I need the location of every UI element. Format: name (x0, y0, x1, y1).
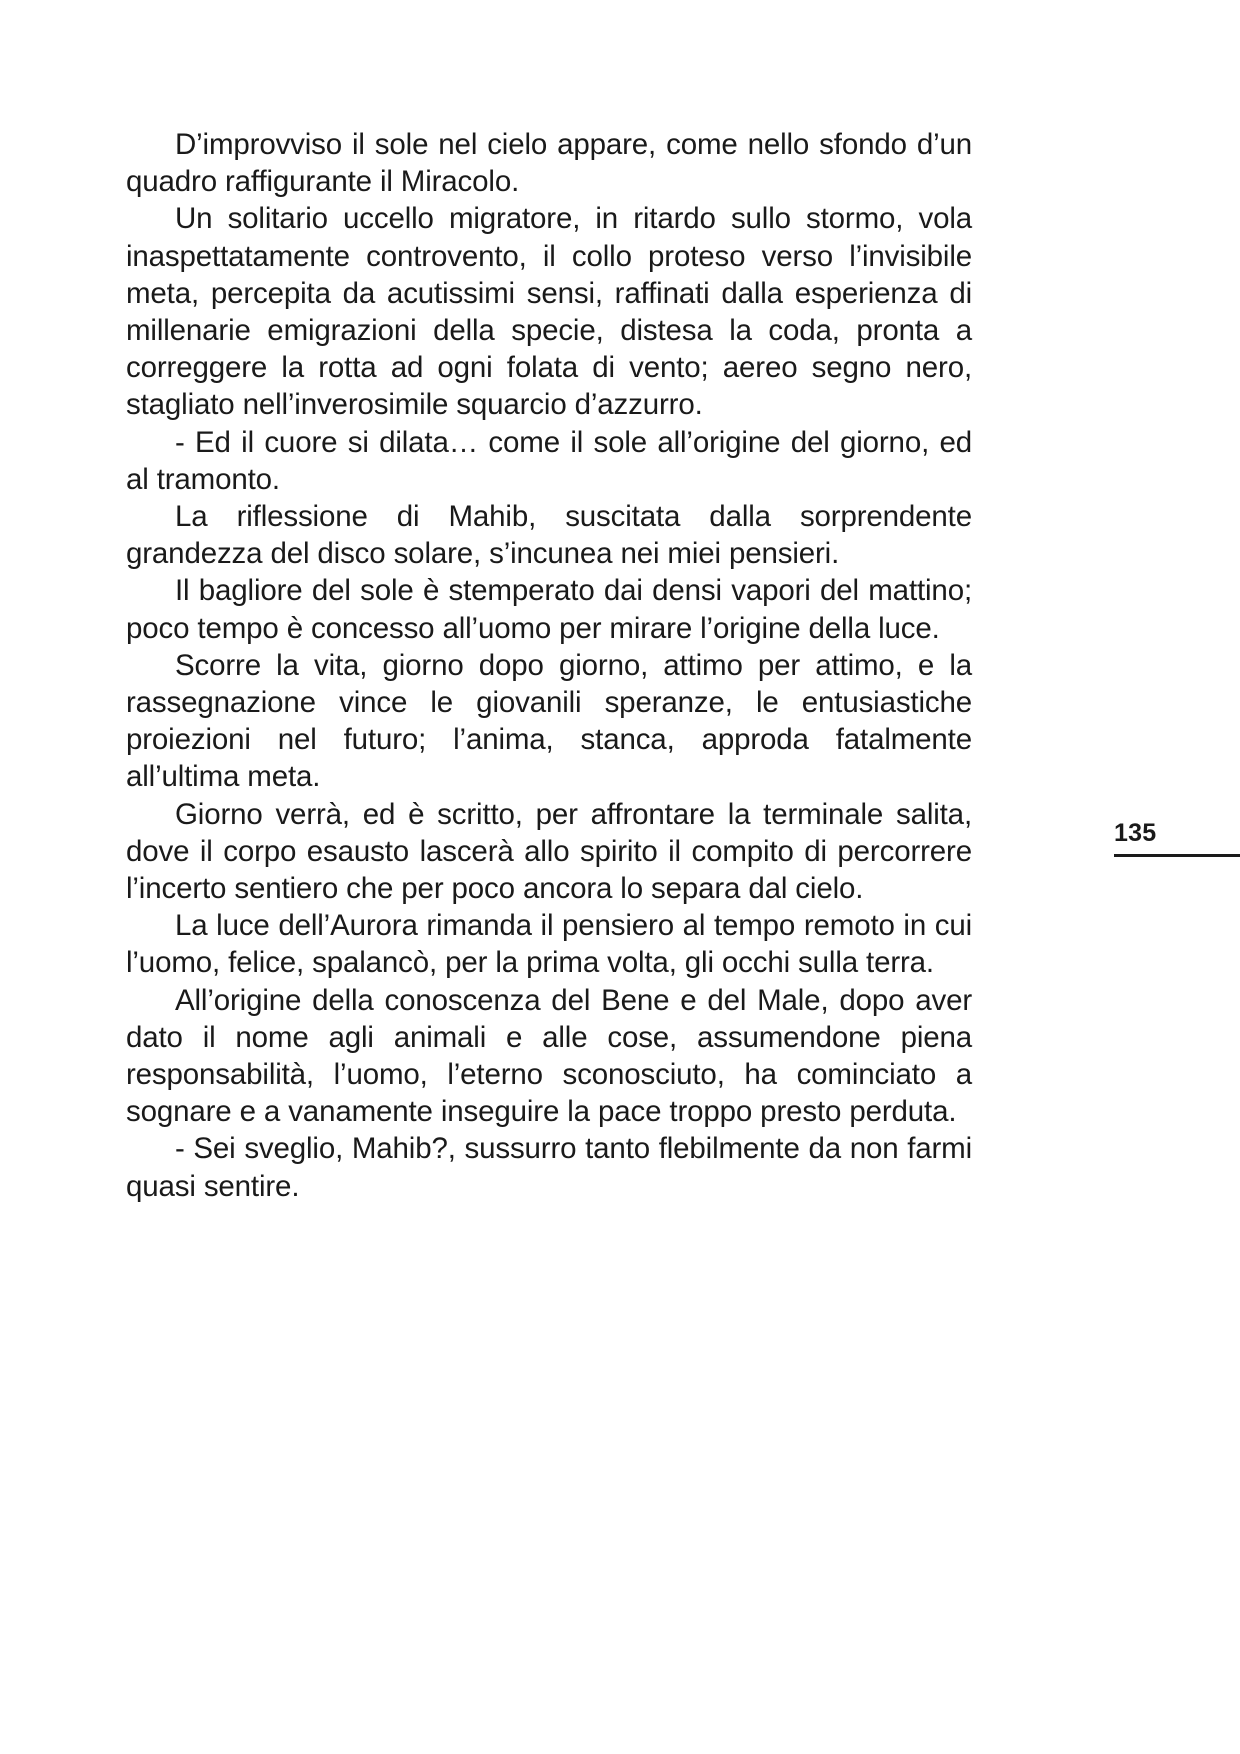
paragraph: - Sei sveglio, Mahib?, sussurro tanto flebilmente da non farmi quasi sentire. (126, 1132, 972, 1203)
paragraph: La luce dell’Aurora rimanda il pensiero al tempo remoto in cui l’uomo, felice, spalancò, per la prima volta, gli occhi sulla terra. (126, 909, 972, 980)
paragraph: Il bagliore del sole è stemperato dai densi vapori del mattino; poco tempo è concesso all’uomo per mirare l’origine della luce. (126, 574, 972, 645)
paragraph: La riflessione di Mahib, suscitata dalla sorprendente grandezza del disco solare, s’incunea nei miei pensieri. (126, 500, 972, 571)
paragraph: All’origine della conoscenza del Bene e del Male, dopo aver dato il nome agli animali e alle cose, assumendone piena responsabilità, l’uomo, l’eterno sconosciuto, ha cominciato a sognare e a vanamente inseguire la pace troppo presto perduta. (126, 983, 972, 1129)
paragraph: - Ed il cuore si dilata… come il sole all’origine del giorno, ed al tramonto. (126, 425, 972, 496)
page-number: 135 (1114, 819, 1157, 847)
paragraph: D’improvviso il sole nel cielo appare, come nello sfondo d’un quadro raffigurante il Miracolo. (126, 128, 972, 199)
paragraph: Un solitario uccello migratore, in ritardo sullo stormo, vola inaspettatamente controvento, il collo proteso verso l’invisibile meta, percepita da acutissimi sensi, raffinati dalla esperienza di millenarie emigrazioni della specie, distesa la coda, pronta a correggere la rotta ad ogni folata di vento; aereo segno nero, stagliato nell’inverosimile squarcio d’azzurro. (126, 202, 972, 422)
folio-divider (1114, 854, 1240, 857)
paragraph: Scorre la vita, giorno dopo giorno, attimo per attimo, e la rassegnazione vince le giovanili speranze, le entusiastiche proiezioni nel futuro; l’anima, stanca, approda fatalmente all’ultima meta. (126, 648, 972, 794)
body-text-column (126, 126, 972, 1205)
page-folio (1114, 818, 1240, 857)
paragraph: Giorno verrà, ed è scritto, per affrontare la terminale salita, dove il corpo esausto lascerà allo spirito il compito di percorrere l’incerto sentiero che per poco ancora lo separa dal cielo. (126, 797, 972, 906)
